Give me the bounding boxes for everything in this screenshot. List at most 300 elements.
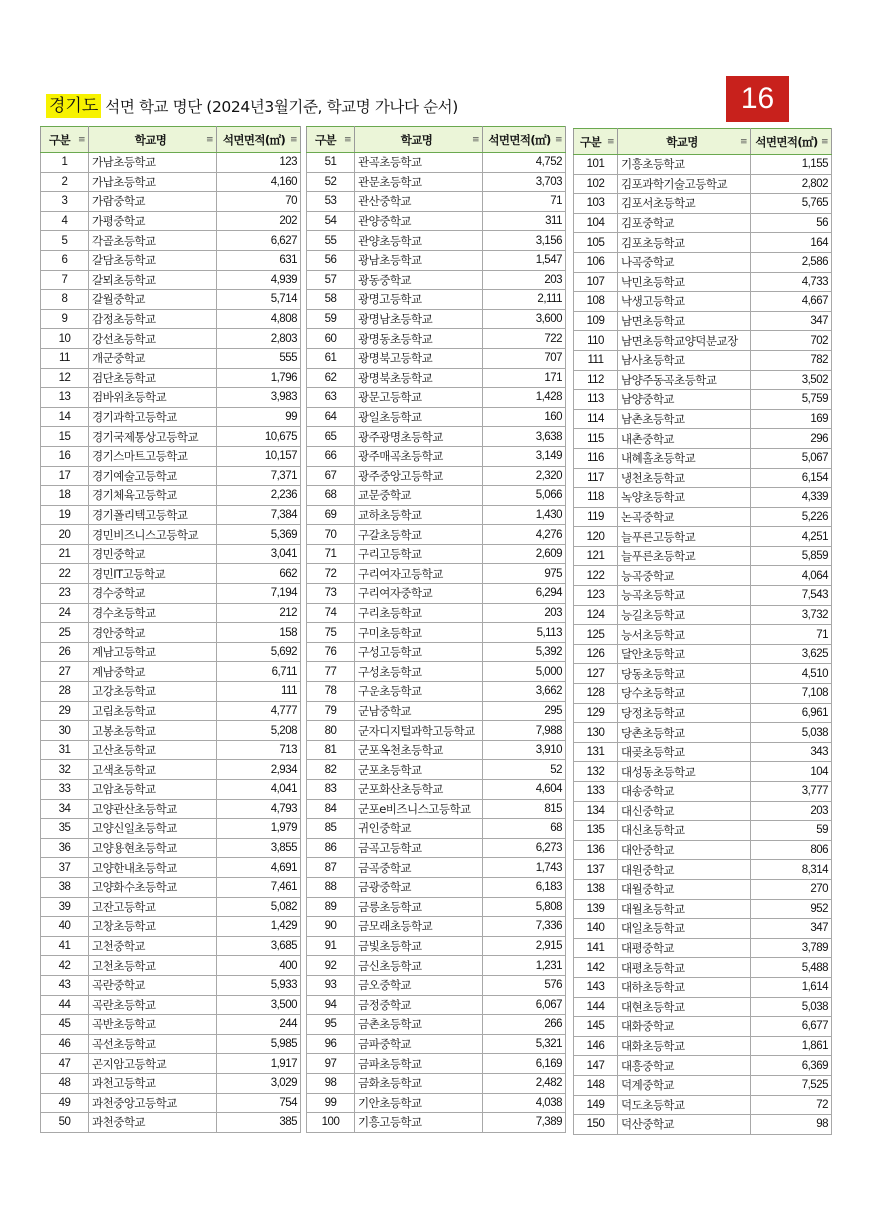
table-row [41,721,301,741]
table-row [574,782,832,802]
table-row [307,1113,566,1133]
row-number: 128 [574,684,618,704]
table-row [307,407,566,427]
asbestos-area: 104 [751,762,832,782]
row-number: 18 [41,486,89,506]
row-number: 108 [574,292,618,312]
school-name: 달안초등학교 [618,644,751,664]
table-row [307,564,566,584]
row-number: 101 [574,155,618,175]
row-number: 105 [574,233,618,253]
page-number-badge: 16 [726,76,789,122]
table-row [307,368,566,388]
row-number: 7 [41,270,89,290]
school-name: 광주중앙고등학교 [355,466,483,486]
row-number: 1 [41,153,89,173]
school-name: 김포과학기술고등학교 [618,174,751,194]
asbestos-area: 244 [217,1015,301,1035]
asbestos-area: 52 [483,760,566,780]
row-number: 144 [574,997,618,1017]
row-number: 61 [307,348,355,368]
table-row [307,819,566,839]
table-row [307,603,566,623]
name-header-label: 학교명 [134,132,167,147]
row-number: 40 [41,917,89,937]
asbestos-area: 3,703 [483,172,566,192]
school-name: 구리여자고등학교 [355,564,483,584]
asbestos-area: 3,910 [483,740,566,760]
asbestos-area: 296 [751,429,832,449]
asbestos-area: 400 [217,956,301,976]
school-name: 구리고등학교 [355,544,483,564]
row-number: 12 [41,368,89,388]
asbestos-area: 68 [483,819,566,839]
table-row [307,250,566,270]
row-number: 36 [41,838,89,858]
asbestos-area: 1,430 [483,505,566,525]
school-name: 고양관산초등학교 [89,799,217,819]
row-number: 70 [307,525,355,545]
school-name: 가람중학교 [89,192,217,212]
asbestos-area: 266 [483,1015,566,1035]
row-number: 67 [307,466,355,486]
row-number: 43 [41,975,89,995]
asbestos-area: 1,861 [751,1036,832,1056]
asbestos-area: 111 [217,682,301,702]
row-number: 140 [574,919,618,939]
row-number: 50 [41,1113,89,1133]
school-name: 경기체육고등학교 [89,486,217,506]
asbestos-area: 295 [483,701,566,721]
row-number: 44 [41,995,89,1015]
filter-icon[interactable]: ≡ [740,137,747,147]
school-name: 남사초등학교 [618,350,751,370]
table-row [41,388,301,408]
school-name: 금광중학교 [355,877,483,897]
school-name: 논곡중학교 [618,507,751,527]
row-number: 136 [574,840,618,860]
school-name: 광주광명초등학교 [355,427,483,447]
school-name: 고양신일초등학교 [89,819,217,839]
school-name: 광남초등학교 [355,250,483,270]
row-number: 32 [41,760,89,780]
school-name: 관곡초등학교 [355,153,483,173]
school-name: 김포중학교 [618,213,751,233]
header-row [574,129,832,155]
asbestos-area: 4,510 [751,664,832,684]
asbestos-area: 59 [751,821,832,841]
asbestos-area: 7,108 [751,684,832,704]
school-name: 고창초등학교 [89,917,217,937]
school-name: 당동초등학교 [618,664,751,684]
row-number: 5 [41,231,89,251]
school-name: 관문초등학교 [355,172,483,192]
table-row [307,388,566,408]
school-name: 금빛초등학교 [355,936,483,956]
table-row [307,956,566,976]
asbestos-area: 169 [751,409,832,429]
school-name: 과천고등학교 [89,1073,217,1093]
school-name: 대월초등학교 [618,899,751,919]
school-name: 대신초등학교 [618,821,751,841]
table-row [307,525,566,545]
school-name: 고천중학교 [89,936,217,956]
asbestos-area: 1,231 [483,956,566,976]
school-name: 대원중학교 [618,860,751,880]
table-row [41,799,301,819]
row-number: 132 [574,762,618,782]
table-row [307,1034,566,1054]
table-row [574,1056,832,1076]
row-number: 139 [574,899,618,919]
row-number: 57 [307,270,355,290]
name-header [618,129,751,155]
school-name: 경민중학교 [89,544,217,564]
row-number: 63 [307,388,355,408]
name-header-label: 학교명 [666,134,698,149]
table-row [574,919,832,939]
table-row [41,564,301,584]
school-name: 대성동초등학교 [618,762,751,782]
area-header-label: 석면면적(㎡) [222,132,286,147]
school-name: 경기폴리텍고등학교 [89,505,217,525]
row-number: 95 [307,1015,355,1035]
asbestos-area: 3,156 [483,231,566,251]
school-name: 금모래초등학교 [355,917,483,937]
table-row [41,956,301,976]
table-row [41,211,301,231]
school-name: 고봉초등학교 [89,721,217,741]
school-name: 고강초등학교 [89,682,217,702]
row-number: 26 [41,642,89,662]
table-row [41,172,301,192]
row-number: 84 [307,799,355,819]
asbestos-area: 4,939 [217,270,301,290]
name-header-label: 학교명 [400,132,433,147]
asbestos-area: 347 [751,311,832,331]
school-table-3 [573,128,832,1135]
table-row [574,1017,832,1037]
school-name: 금오중학교 [355,975,483,995]
row-number: 129 [574,703,618,723]
row-number: 22 [41,564,89,584]
row-number: 11 [41,348,89,368]
row-number: 39 [41,897,89,917]
table-row [307,211,566,231]
row-number: 81 [307,740,355,760]
school-name: 고산초등학교 [89,740,217,760]
table-row [41,1073,301,1093]
school-name: 과천중학교 [89,1113,217,1133]
school-name: 대평초등학교 [618,958,751,978]
school-name: 대곶초등학교 [618,742,751,762]
school-name: 군포초등학교 [355,760,483,780]
table-row [574,488,832,508]
table-row [41,231,301,251]
school-name: 녹양초등학교 [618,488,751,508]
school-name: 곡반초등학교 [89,1015,217,1035]
school-name: 기흥초등학교 [618,155,751,175]
table-row [307,505,566,525]
asbestos-area: 4,808 [217,309,301,329]
row-number: 96 [307,1034,355,1054]
filter-icon[interactable]: ≡ [206,135,213,145]
asbestos-area: 7,384 [217,505,301,525]
school-name: 교하초등학교 [355,505,483,525]
area-header-label: 석면면적(㎡) [488,132,551,147]
asbestos-area: 2,586 [751,252,832,272]
row-number: 93 [307,975,355,995]
school-name: 금신초등학교 [355,956,483,976]
table-row [41,662,301,682]
table-row [41,740,301,760]
row-number: 116 [574,448,618,468]
row-number: 16 [41,446,89,466]
table-row [41,760,301,780]
no-header-label: 구분 [314,132,337,147]
filter-icon[interactable]: ≡ [821,137,828,147]
school-name: 고양화수초등학교 [89,877,217,897]
asbestos-area: 5,692 [217,642,301,662]
asbestos-area: 3,789 [751,938,832,958]
row-number: 149 [574,1095,618,1115]
table-row [574,586,832,606]
asbestos-area: 4,276 [483,525,566,545]
school-name: 관양중학교 [355,211,483,231]
row-number: 120 [574,527,618,547]
school-name: 군남중학교 [355,701,483,721]
row-number: 82 [307,760,355,780]
table-row [574,331,832,351]
school-name: 남면초등학교 [618,311,751,331]
area-header-label: 석면면적(㎡) [755,134,818,149]
asbestos-area: 2,320 [483,466,566,486]
school-name: 경안중학교 [89,623,217,643]
table-row [41,192,301,212]
header-row [41,127,301,153]
row-number: 98 [307,1073,355,1093]
school-name: 내촌중학교 [618,429,751,449]
no-header [574,129,618,155]
table-row [41,897,301,917]
asbestos-area: 7,194 [217,584,301,604]
table-row [307,721,566,741]
asbestos-area: 3,029 [217,1073,301,1093]
asbestos-area: 3,662 [483,682,566,702]
school-name: 고양용현초등학교 [89,838,217,858]
school-name: 군포e비즈니스고등학교 [355,799,483,819]
asbestos-area: 5,759 [751,390,832,410]
school-name: 군자디지털과학고등학교 [355,721,483,741]
row-number: 31 [41,740,89,760]
asbestos-area: 5,038 [751,723,832,743]
school-name: 가납초등학교 [89,172,217,192]
asbestos-area: 1,796 [217,368,301,388]
row-number: 62 [307,368,355,388]
asbestos-area: 4,038 [483,1093,566,1113]
no-header [307,127,355,153]
name-header [89,127,217,153]
school-name: 당정초등학교 [618,703,751,723]
table-row [574,742,832,762]
school-name: 곡선초등학교 [89,1034,217,1054]
row-number: 73 [307,584,355,604]
school-name: 구운초등학교 [355,682,483,702]
asbestos-area: 99 [217,407,301,427]
school-name: 남양중학교 [618,390,751,410]
table-row [307,270,566,290]
no-header-label: 구분 [579,134,602,149]
asbestos-area: 4,251 [751,527,832,547]
row-number: 4 [41,211,89,231]
asbestos-area: 4,160 [217,172,301,192]
school-name: 과천중앙고등학교 [89,1093,217,1113]
asbestos-area: 343 [751,742,832,762]
table-row [307,936,566,956]
table-row [41,682,301,702]
table-row [41,838,301,858]
table-row [574,194,832,214]
table-row [574,1115,832,1135]
school-name: 기흥고등학교 [355,1113,483,1133]
filter-icon[interactable]: ≡ [555,135,562,145]
table-row [41,270,301,290]
row-number: 45 [41,1015,89,1035]
row-number: 19 [41,505,89,525]
table-row [574,840,832,860]
row-number: 30 [41,721,89,741]
table-row [307,584,566,604]
asbestos-area: 662 [217,564,301,584]
school-name: 금릉초등학교 [355,897,483,917]
row-number: 64 [307,407,355,427]
school-name: 당촌초등학교 [618,723,751,743]
school-name: 교문중학교 [355,486,483,506]
asbestos-area: 3,638 [483,427,566,447]
row-number: 72 [307,564,355,584]
school-name: 대신중학교 [618,801,751,821]
asbestos-area: 555 [217,348,301,368]
row-number: 123 [574,586,618,606]
table-row [41,1034,301,1054]
asbestos-area: 5,000 [483,662,566,682]
table-row [307,740,566,760]
row-number: 68 [307,486,355,506]
asbestos-area: 2,915 [483,936,566,956]
school-table-1 [40,126,301,1133]
asbestos-area: 3,855 [217,838,301,858]
asbestos-area: 3,625 [751,644,832,664]
filter-icon[interactable]: ≡ [607,137,614,147]
table-row [41,486,301,506]
school-name: 대하초등학교 [618,977,751,997]
table-row [574,272,832,292]
row-number: 66 [307,446,355,466]
row-number: 17 [41,466,89,486]
asbestos-area: 2,802 [751,174,832,194]
asbestos-area: 4,777 [217,701,301,721]
school-name: 경기스마트고등학교 [89,446,217,466]
table-row [307,446,566,466]
row-number: 89 [307,897,355,917]
row-number: 147 [574,1056,618,1076]
school-name: 덕도초등학교 [618,1095,751,1115]
filter-icon[interactable]: ≡ [472,135,479,145]
row-number: 110 [574,331,618,351]
table-row [41,505,301,525]
asbestos-area: 5,067 [751,448,832,468]
row-number: 53 [307,192,355,212]
table-row [41,250,301,270]
school-name: 구미초등학교 [355,623,483,643]
school-name: 각골초등학교 [89,231,217,251]
table-row [307,231,566,251]
filter-icon[interactable]: ≡ [290,135,297,145]
school-name: 갈뫼초등학교 [89,270,217,290]
filter-icon[interactable]: ≡ [78,135,85,145]
table-row [41,446,301,466]
school-name: 남촌초등학교 [618,409,751,429]
school-name: 계남중학교 [89,662,217,682]
row-number: 138 [574,879,618,899]
asbestos-area: 5,933 [217,975,301,995]
row-number: 143 [574,977,618,997]
table-row [307,642,566,662]
school-name: 대일초등학교 [618,919,751,939]
table-row [41,642,301,662]
asbestos-area: 806 [751,840,832,860]
filter-icon[interactable]: ≡ [344,135,351,145]
table-row [574,605,832,625]
row-number: 13 [41,388,89,408]
table-row [41,1093,301,1113]
row-number: 74 [307,603,355,623]
school-name: 경민비즈니스고등학교 [89,525,217,545]
table-row [41,407,301,427]
row-number: 148 [574,1075,618,1095]
table-row [574,233,832,253]
school-name: 경기과학고등학교 [89,407,217,427]
table-row [574,958,832,978]
asbestos-area: 1,917 [217,1054,301,1074]
table-row [307,799,566,819]
asbestos-area: 171 [483,368,566,388]
row-number: 150 [574,1115,618,1135]
table-row [41,544,301,564]
school-name: 경기예술고등학교 [89,466,217,486]
asbestos-area: 6,294 [483,584,566,604]
row-number: 103 [574,194,618,214]
asbestos-area: 6,273 [483,838,566,858]
row-number: 46 [41,1034,89,1054]
table-row [574,448,832,468]
row-number: 137 [574,860,618,880]
table-row [41,525,301,545]
asbestos-area: 202 [217,211,301,231]
asbestos-area: 6,154 [751,468,832,488]
title-text: 석면 학교 명단 (2024년3월기준, 학교명 가나다 순서) [105,98,458,116]
row-number: 33 [41,780,89,800]
asbestos-area: 4,604 [483,780,566,800]
school-name: 검바위초등학교 [89,388,217,408]
school-name: 금곡중학교 [355,858,483,878]
table-row [41,936,301,956]
row-number: 88 [307,877,355,897]
row-number: 86 [307,838,355,858]
row-number: 122 [574,566,618,586]
school-name: 내혜홀초등학교 [618,448,751,468]
row-number: 90 [307,917,355,937]
